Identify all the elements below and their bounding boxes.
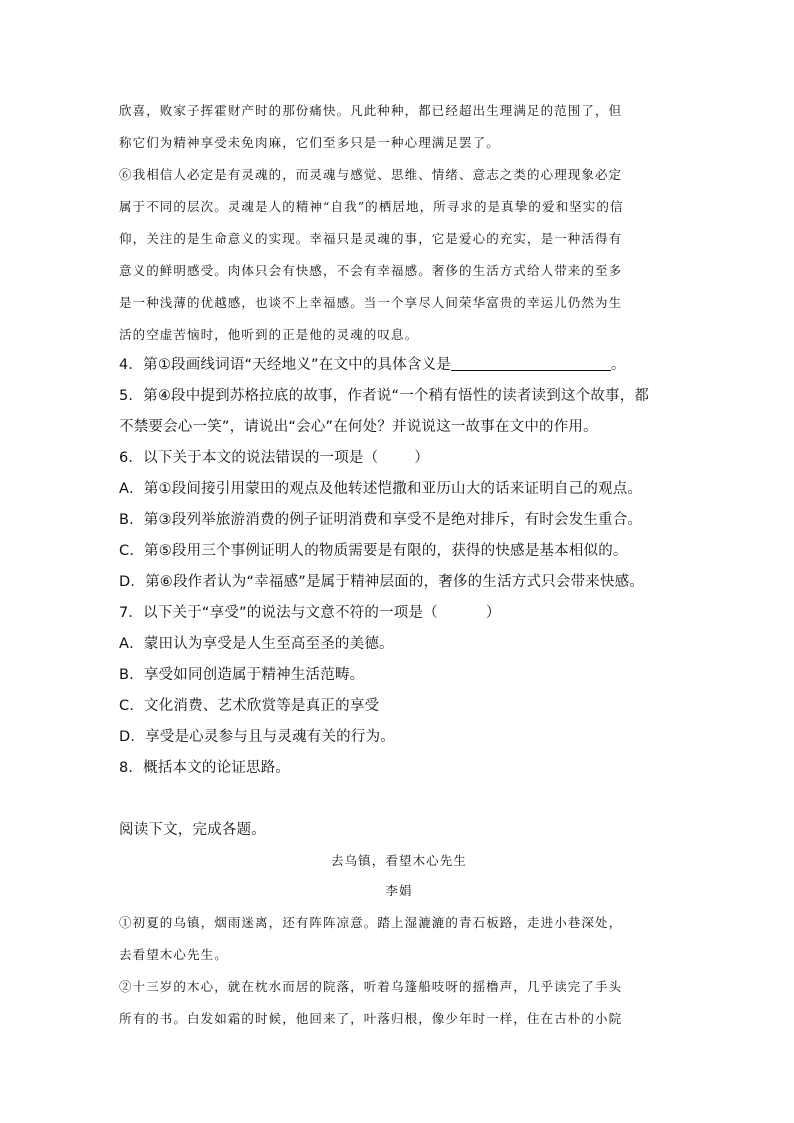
- question-6-text: 6．以下关于本文的说法错误的一项是（: [119, 450, 379, 466]
- question-8: 8．概括本文的论证思路。: [119, 760, 291, 776]
- question-6-close: ）: [414, 450, 430, 466]
- article-paragraph-line: 去看望木心先生。: [119, 947, 228, 962]
- article-paragraph-line: ②十三岁的木心，就在枕水而居的院落，听着乌篷船吱呀的摇橹声，几乎读完了手头: [119, 979, 623, 994]
- answer-blank[interactable]: [451, 356, 611, 371]
- question-7-close: ）: [485, 605, 501, 621]
- passage-line: 称它们为精神享受未免肉麻，它们至多只是一种心理满足罢了。: [119, 135, 500, 150]
- option-b: B．第③段列举旅游消费的例子证明消费和享受不是绝对排斥，有时会发生重合。: [119, 512, 643, 528]
- question-4-end: 。: [611, 357, 626, 373]
- article-paragraph-line: 所有的书。白发如霜的时候，他回来了，叶落归根，像少年时一样，住在古朴的小院: [119, 1011, 623, 1026]
- question-5-line: 不禁要会心一笑”，请说出“会心”在何处？并说说这一故事在文中的作用。: [119, 419, 598, 435]
- question-7: [119, 604, 679, 622]
- paragraph-6-line: 仰，关注的是生命意义的实现。幸福只是灵魂的事，它是爱心的充实，是一种活得有: [119, 231, 623, 246]
- article-author: 李娟: [385, 883, 413, 898]
- option-a: A．第①段间接引用蒙田的观点及他转述恺撒和亚历山大的话来证明自己的观点。: [119, 481, 643, 497]
- article-title: 去乌镇，看望木心先生: [330, 853, 467, 868]
- paragraph-6-line: 意义的鲜明感受。肉体只会有快感，不会有幸福感。奢侈的生活方式给人带来的至多: [119, 263, 623, 278]
- paragraph-6-line: 是一种浅薄的优越感，也谈不上幸福感。当一个享尽人间荣华富贵的幸运儿仍然为生: [119, 295, 623, 310]
- article-paragraph-line: ①初夏的乌镇，烟雨迷离，还有阵阵凉意。踏上湿漉漉的青石板路，走进小巷深处，: [119, 915, 623, 930]
- paragraph-6-line: 活的空虚苦恼时，他听到的正是他的灵魂的叹息。: [119, 327, 419, 342]
- question-7-text: 7．以下关于“享受”的说法与文意不符的一项是（: [119, 605, 438, 621]
- question-6: [119, 449, 679, 467]
- question-4: [119, 356, 679, 374]
- option-c: C．文化消费、艺术欣赏等是真正的享受: [119, 698, 380, 714]
- option-b: B．享受如同创造属于精神生活范畴。: [119, 667, 365, 683]
- paragraph-6-line: 属于不同的层次。灵魂是人的精神“自我”的栖居地，所寻求的是真挚的爱和坚实的信: [119, 199, 624, 214]
- option-a: A．蒙田认为享受是人生至高至圣的美德。: [119, 636, 394, 652]
- passage-line: 欣喜，败家子挥霍财产时的那份痛快。凡此种种，都已经超出生理满足的范围了，但: [119, 103, 623, 118]
- question-5-line: 5．第④段中提到苏格拉底的故事，作者说“一个稍有悟性的读者读到这个故事，都: [119, 388, 650, 404]
- option-d: D．第⑥段作者认为“幸福感”是属于精神层面的，奢侈的生活方式只会带来快感。: [119, 574, 645, 590]
- question-4-text: 4．第①段画线词语“天经地义”在文中的具体含义是: [119, 357, 452, 373]
- option-c: C．第⑤段用三个事例证明人的物质需要是有限的，获得的快感是基本相似的。: [119, 543, 628, 559]
- option-d: D．享受是心灵参与且与灵魂有关的行为。: [119, 729, 395, 745]
- paragraph-6-line: ⑥我相信人必定是有灵魂的，而灵魂与感觉、思维、情绪、意志之类的心理现象必定: [119, 167, 623, 182]
- reading-instruction: 阅读下文，完成各题。: [119, 822, 266, 838]
